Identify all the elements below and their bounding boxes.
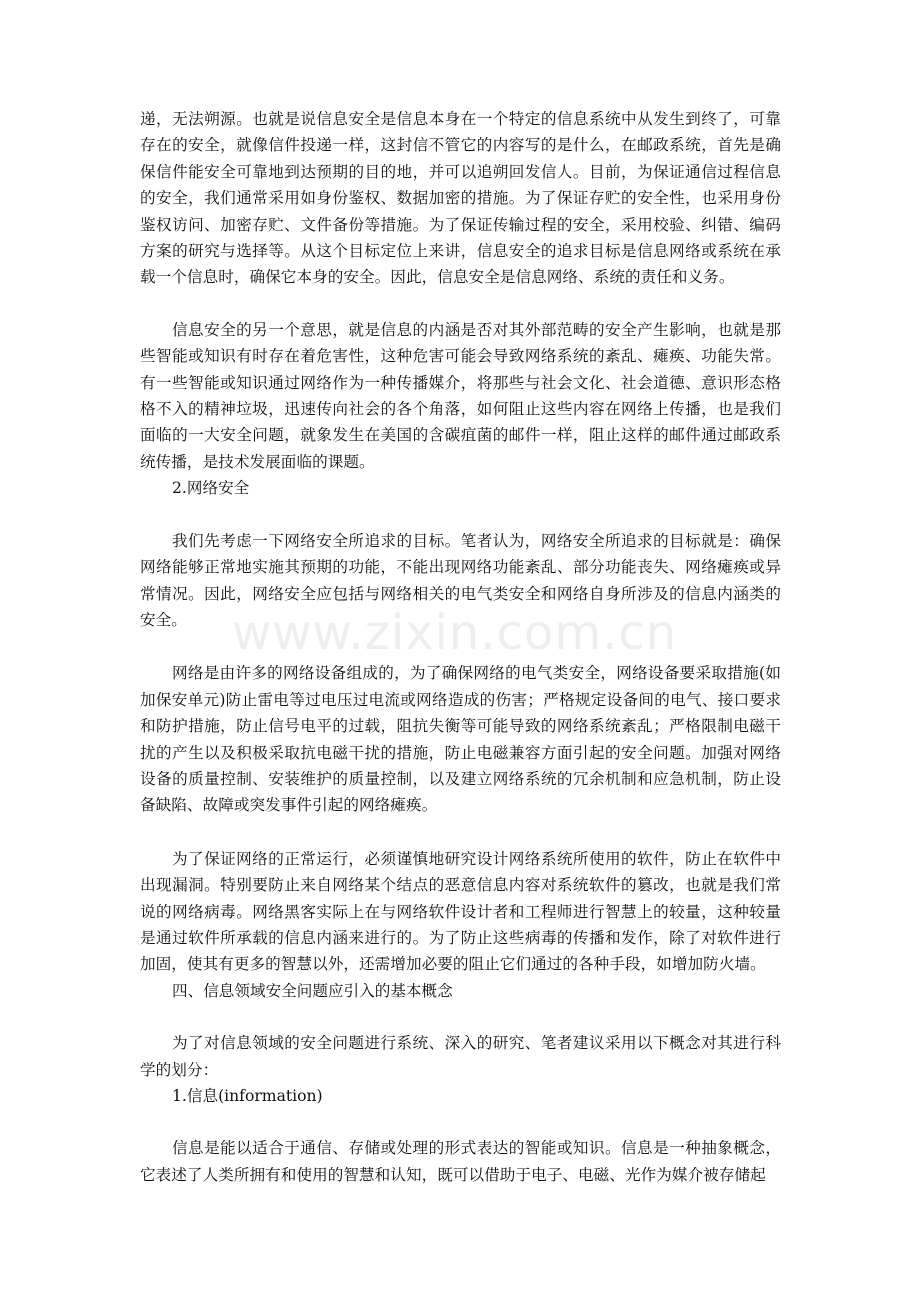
paragraph-continuation: 递，无法朔源。也就是说信息安全是信息本身在一个特定的信息系统中从发生到终了，可靠存在的安全，就像信件投递一样，这封信不管它的内容写的是什么，在邮政系统，首先是确保信件能安全可靠地到达预期的目的地，并可以追朔回发信人。目前，为保证通信过程信息的安全，我们通常采用如身份鉴权、数据加密的措施。为了保证存贮的安全性，也采用身份鉴权访问、加密存贮、文件备份等措施。为了保证传输过程的安全，采用校验、纠错、编码方案的研究与选择等。从这个目标定位上来讲，信息安全的追求目标是信息网络或系统在承载一个信息时，确保它本身的安全。因此，信息安全是信息网络、系统的责任和义务。 (140, 110, 781, 287)
paragraph-information-definition: 信息是能以适合于通信、存储或处理的形式表达的智能或知识。信息是一种抽象概念，它表述了人类所拥有和使用的智慧和认知，既可以借助于电子、电磁、光作为媒介被存储起 (140, 1139, 781, 1184)
section-heading-network-security: 2.网络安全 (172, 479, 250, 498)
paragraph-classification: 为了对信息领域的安全问题进行系统、深入的研究、笔者建议采用以下概念对其进行科学的划分： (140, 1034, 781, 1079)
document-page (140, 106, 781, 1188)
section-heading-basic-concepts: 四、信息领域安全问题应引入的基本概念 (172, 981, 453, 1000)
paragraph-network-devices: 网络是由许多的网络设备组成的，为了确保网络的电气类安全，网络设备要采取措施(如加保安单元)防止雷电等过电压过电流或网络造成的伤害；严格规定设备间的电气、接口要求和防护措施，防止信号电平的过载，阻抗失衡等可能导致的网络系统紊乱；严格限制电磁干扰的产生以及积极采取抗电磁干扰的措施，防止电磁兼容方面引起的安全问题。加强对网络设备的质量控制、安装维护的质量控制，以及建立网络系统的冗余机制和应急机制，防止设备缺陷、故障或突发事件引起的网络瘫痪。 (140, 664, 781, 815)
paragraph-info-security-meaning: 信息安全的另一个意思，就是信息的内涵是否对其外部范畴的安全产生影响，也就是那些智能或知识有时存在着危害性，这种危害可能会导致网络系统的紊乱、瘫痪、功能失常。有一些智能或知识通过网络作为一种传播媒介，将那些与社会文化、社会道德、意识形态格格不入的精神垃圾，迅速传向社会的各个角落，如何阻止这些内容在网络上传播，也是我们面临的一大安全问题，就象发生在美国的含碳疽菌的邮件一样，阻止这样的邮件通过邮政系统传播，是技术发展面临的课题。 (140, 320, 781, 471)
section-heading-information: 1.信息(information) (172, 1087, 323, 1105)
watermark: www.zixin.com.cn (232, 605, 678, 661)
paragraph-network-security-goal: 我们先考虑一下网络安全所追求的目标。笔者认为，网络安全所追求的目标就是：确保网络能够正常地实施其预期的功能，不能出现网络功能紊乱、部分功能丧失、网络瘫痪或异常情况。因此，网络安全应包括与网络相关的电气类安全和网络自身所涉及的信息内涵类的安全。 (140, 531, 781, 629)
paragraph-network-software: 为了保证网络的正常运行，必须谨慎地研究设计网络系统所使用的软件，防止在软件中出现漏洞。特别要防止来自网络某个结点的恶意信息内容对系统软件的篡改，也就是我们常说的网络病毒。网络黑客实际上在与网络软件设计者和工程师进行智慧上的较量，这种较量是通过软件所承载的信息内涵来进行的。为了防止这些病毒的传播和发作，除了对软件进行加固，使其有更多的智慧以外，还需增加必要的阻止它们通过的各种手段，如增加防火墙。 (140, 849, 781, 974)
